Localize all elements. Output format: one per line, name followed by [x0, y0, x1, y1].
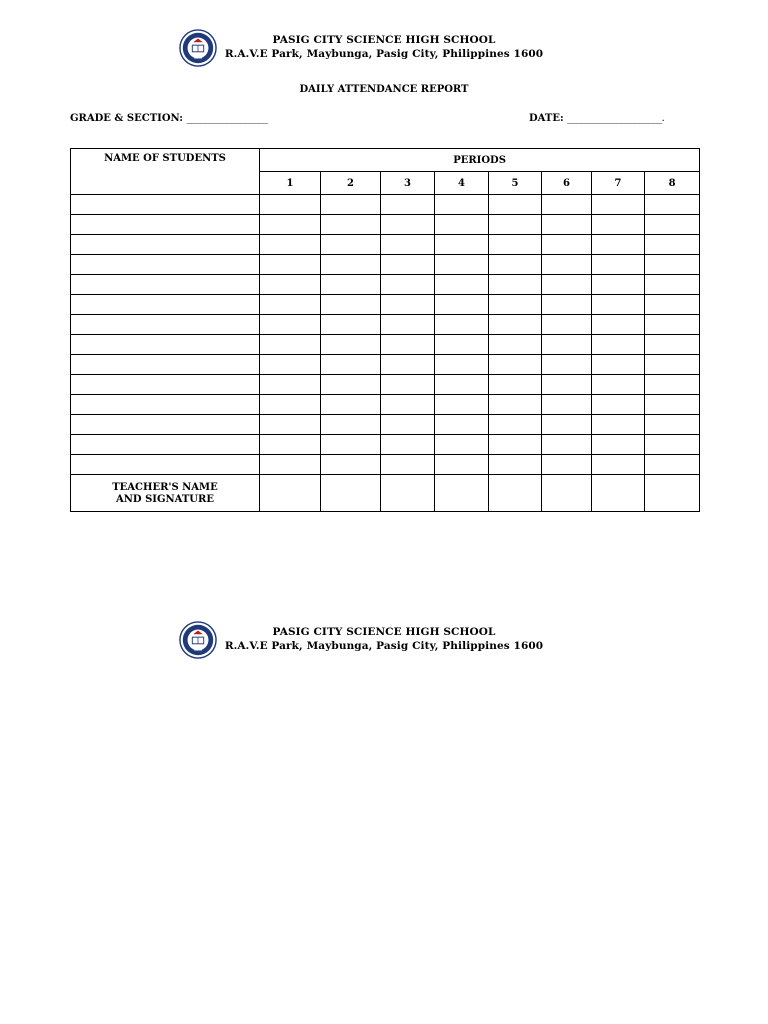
attendance-cell[interactable]: [260, 395, 321, 415]
attendance-cell[interactable]: [592, 355, 645, 375]
attendance-cell[interactable]: [542, 355, 592, 375]
table-row: [71, 235, 700, 255]
names-header: NAME OF STUDENTS: [71, 149, 260, 195]
attendance-table: [70, 148, 700, 512]
attendance-cell[interactable]: [260, 215, 321, 235]
attendance-cell[interactable]: [592, 375, 645, 395]
attendance-cell[interactable]: [321, 295, 381, 315]
attendance-cell[interactable]: [321, 315, 381, 335]
teacher-label-line: AND SIGNATURE: [116, 494, 214, 505]
attendance-cell[interactable]: [260, 355, 321, 375]
attendance-cell[interactable]: [381, 295, 435, 315]
teacher-signature-cell[interactable]: [542, 475, 592, 512]
period-header: 7: [592, 172, 645, 195]
attendance-cell[interactable]: [489, 375, 542, 395]
attendance-cell[interactable]: [489, 295, 542, 315]
attendance-cell[interactable]: [260, 255, 321, 275]
attendance-cell[interactable]: [321, 255, 381, 275]
school-header-repeat: [0, 621, 768, 665]
attendance-cell[interactable]: [260, 375, 321, 395]
attendance-cell[interactable]: [435, 195, 489, 215]
attendance-cell[interactable]: [321, 455, 381, 475]
attendance-cell[interactable]: [645, 335, 700, 355]
attendance-cell[interactable]: [321, 355, 381, 375]
attendance-cell[interactable]: [321, 195, 381, 215]
table-row: [71, 375, 700, 395]
school-address: R.A.V.E Park, Maybunga, Pasig City, Philippines 1600: [224, 48, 544, 60]
attendance-cell[interactable]: [489, 255, 542, 275]
student-name-cell[interactable]: [71, 295, 260, 315]
attendance-cell[interactable]: [381, 395, 435, 415]
attendance-cell[interactable]: [381, 275, 435, 295]
attendance-cell[interactable]: [542, 375, 592, 395]
grade-section-field[interactable]: [70, 113, 268, 124]
attendance-cell[interactable]: [542, 435, 592, 455]
periods-header: PERIODS: [260, 149, 700, 172]
attendance-cell[interactable]: [260, 315, 321, 335]
student-rows: [71, 195, 700, 475]
table-row: [71, 215, 700, 235]
period-header: 2: [321, 172, 381, 195]
table-row: [71, 315, 700, 335]
student-name-cell[interactable]: [71, 315, 260, 335]
attendance-cell[interactable]: [321, 215, 381, 235]
attendance-cell[interactable]: [592, 395, 645, 415]
attendance-cell[interactable]: [381, 215, 435, 235]
attendance-cell[interactable]: [645, 395, 700, 415]
attendance-cell[interactable]: [435, 415, 489, 435]
student-name-cell[interactable]: [71, 455, 260, 475]
attendance-cell[interactable]: [542, 235, 592, 255]
student-name-cell[interactable]: [71, 375, 260, 395]
attendance-cell[interactable]: [592, 335, 645, 355]
attendance-cell[interactable]: [321, 235, 381, 255]
attendance-cell[interactable]: [542, 215, 592, 235]
attendance-cell[interactable]: [489, 195, 542, 215]
attendance-cell[interactable]: [321, 415, 381, 435]
table-row: [71, 395, 700, 415]
attendance-cell[interactable]: [542, 195, 592, 215]
attendance-cell[interactable]: [645, 235, 700, 255]
teacher-label: [71, 475, 260, 512]
attendance-cell[interactable]: [592, 435, 645, 455]
attendance-cell[interactable]: [381, 435, 435, 455]
attendance-cell[interactable]: [381, 235, 435, 255]
period-header: 6: [542, 172, 592, 195]
table-row: [71, 295, 700, 315]
attendance-cell[interactable]: [645, 455, 700, 475]
attendance-cell[interactable]: [542, 315, 592, 335]
attendance-cell[interactable]: [489, 315, 542, 335]
attendance-cell[interactable]: [435, 395, 489, 415]
table-row: [71, 455, 700, 475]
attendance-cell[interactable]: [435, 335, 489, 355]
attendance-cell[interactable]: [489, 235, 542, 255]
student-name-cell[interactable]: [71, 335, 260, 355]
attendance-cell[interactable]: [435, 355, 489, 375]
attendance-cell[interactable]: [542, 395, 592, 415]
attendance-cell[interactable]: [645, 355, 700, 375]
student-name-cell[interactable]: [71, 235, 260, 255]
student-name-cell[interactable]: [71, 195, 260, 215]
table-row: [71, 255, 700, 275]
attendance-cell[interactable]: [592, 195, 645, 215]
attendance-cell[interactable]: [592, 415, 645, 435]
table-row: [71, 275, 700, 295]
attendance-cell[interactable]: [381, 375, 435, 395]
table-row: [71, 335, 700, 355]
attendance-cell[interactable]: [645, 275, 700, 295]
attendance-cell[interactable]: [645, 415, 700, 435]
attendance-cell[interactable]: [435, 455, 489, 475]
attendance-cell[interactable]: [321, 375, 381, 395]
period-header: 5: [489, 172, 542, 195]
attendance-cell[interactable]: [321, 335, 381, 355]
attendance-cell[interactable]: [592, 295, 645, 315]
teacher-signature-cell[interactable]: [592, 475, 645, 512]
attendance-cell[interactable]: [260, 295, 321, 315]
student-name-cell[interactable]: [71, 215, 260, 235]
attendance-cell[interactable]: [435, 435, 489, 455]
attendance-cell[interactable]: [435, 375, 489, 395]
teacher-signature-cell[interactable]: [381, 475, 435, 512]
attendance-cell[interactable]: [645, 375, 700, 395]
attendance-cell[interactable]: [592, 455, 645, 475]
table-row: [71, 415, 700, 435]
attendance-cell[interactable]: [542, 295, 592, 315]
attendance-cell[interactable]: [645, 295, 700, 315]
attendance-cell[interactable]: [489, 355, 542, 375]
attendance-cell[interactable]: [260, 235, 321, 255]
period-header: 8: [645, 172, 700, 195]
attendance-cell[interactable]: [381, 335, 435, 355]
attendance-cell[interactable]: [435, 275, 489, 295]
attendance-cell[interactable]: [542, 415, 592, 435]
attendance-cell[interactable]: [260, 335, 321, 355]
teacher-signature-cell[interactable]: [489, 475, 542, 512]
attendance-cell[interactable]: [260, 275, 321, 295]
teacher-signature-cell[interactable]: [260, 475, 321, 512]
period-header: 4: [435, 172, 489, 195]
teacher-label-line: TEACHER'S NAME: [112, 482, 218, 493]
student-name-cell[interactable]: [71, 415, 260, 435]
attendance-cell[interactable]: [489, 395, 542, 415]
attendance-cell[interactable]: [542, 455, 592, 475]
attendance-cell[interactable]: [381, 315, 435, 335]
grade-section-blank: __________________: [186, 113, 268, 124]
attendance-cell[interactable]: [542, 275, 592, 295]
attendance-cell[interactable]: [489, 435, 542, 455]
student-name-cell[interactable]: [71, 355, 260, 375]
teacher-row: [71, 475, 700, 512]
teacher-signature-cell[interactable]: [321, 475, 381, 512]
attendance-cell[interactable]: [645, 255, 700, 275]
student-name-cell[interactable]: [71, 435, 260, 455]
date-label: DATE:: [529, 113, 564, 124]
attendance-cell[interactable]: [260, 415, 321, 435]
attendance-cell[interactable]: [260, 455, 321, 475]
attendance-cell[interactable]: [381, 255, 435, 275]
grade-section-label: GRADE & SECTION:: [70, 113, 184, 124]
attendance-cell[interactable]: [489, 215, 542, 235]
table-row: [71, 355, 700, 375]
attendance-cell[interactable]: [260, 195, 321, 215]
attendance-cell[interactable]: [435, 295, 489, 315]
attendance-cell[interactable]: [381, 455, 435, 475]
attendance-cell[interactable]: [645, 435, 700, 455]
school-name: PASIG CITY SCIENCE HIGH SCHOOL: [272, 34, 496, 46]
attendance-cell[interactable]: [381, 415, 435, 435]
attendance-cell[interactable]: [645, 195, 700, 215]
period-header: 3: [381, 172, 435, 195]
attendance-cell[interactable]: [260, 435, 321, 455]
school-name: PASIG CITY SCIENCE HIGH SCHOOL: [272, 626, 496, 638]
attendance-cell[interactable]: [592, 255, 645, 275]
student-name-cell[interactable]: [71, 255, 260, 275]
attendance-cell[interactable]: [489, 415, 542, 435]
period-header: 1: [260, 172, 321, 195]
student-name-cell[interactable]: [71, 275, 260, 295]
attendance-cell[interactable]: [435, 215, 489, 235]
table-row: [71, 435, 700, 455]
attendance-cell[interactable]: [592, 315, 645, 335]
attendance-cell[interactable]: [435, 255, 489, 275]
school-address: R.A.V.E Park, Maybunga, Pasig City, Philippines 1600: [224, 640, 544, 652]
attendance-cell[interactable]: [592, 235, 645, 255]
attendance-cell[interactable]: [321, 435, 381, 455]
attendance-cell[interactable]: [435, 315, 489, 335]
school-header: [0, 29, 768, 73]
attendance-cell[interactable]: [321, 395, 381, 415]
attendance-cell[interactable]: [489, 275, 542, 295]
attendance-cell[interactable]: [542, 255, 592, 275]
attendance-cell[interactable]: [592, 275, 645, 295]
attendance-cell[interactable]: [645, 315, 700, 335]
date-field[interactable]: [529, 113, 664, 124]
attendance-cell[interactable]: [592, 215, 645, 235]
attendance-cell[interactable]: [321, 275, 381, 295]
table-row: [71, 195, 700, 215]
teacher-signature-cell[interactable]: [435, 475, 489, 512]
attendance-cell[interactable]: [381, 355, 435, 375]
teacher-signature-cell[interactable]: [645, 475, 700, 512]
attendance-cell[interactable]: [381, 195, 435, 215]
attendance-cell[interactable]: [489, 455, 542, 475]
attendance-cell[interactable]: [435, 235, 489, 255]
student-name-cell[interactable]: [71, 395, 260, 415]
date-blank: _____________________.: [567, 113, 665, 124]
attendance-cell[interactable]: [542, 335, 592, 355]
attendance-cell[interactable]: [489, 335, 542, 355]
report-title: DAILY ATTENDANCE REPORT: [299, 84, 469, 95]
attendance-cell[interactable]: [645, 215, 700, 235]
